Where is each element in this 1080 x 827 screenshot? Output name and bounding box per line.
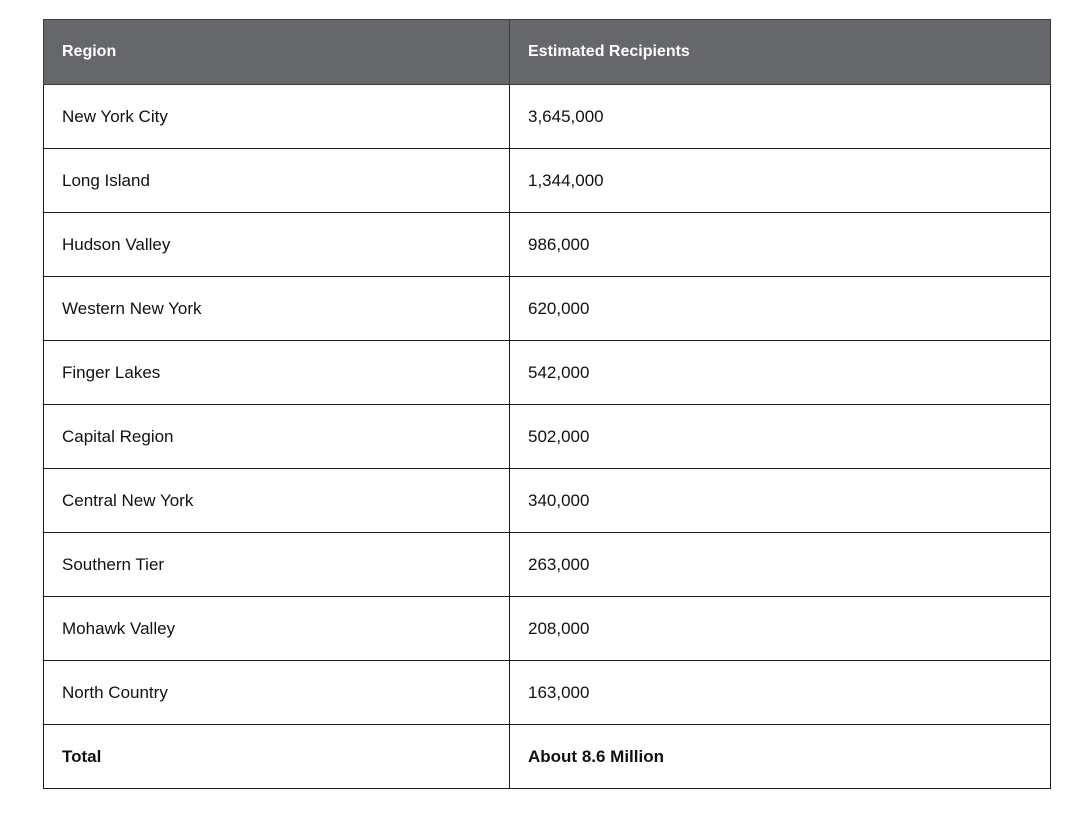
- table-header: [44, 20, 1051, 85]
- recipients-cell: 986,000: [510, 213, 1051, 277]
- header-row: [44, 20, 1051, 85]
- recipients-cell: 340,000: [510, 469, 1051, 533]
- total-label: Total: [44, 725, 510, 789]
- table-row: [44, 469, 1051, 533]
- table-row: [44, 149, 1051, 213]
- recipients-cell: 620,000: [510, 277, 1051, 341]
- table-row: [44, 597, 1051, 661]
- table-row: [44, 85, 1051, 149]
- table-row: [44, 277, 1051, 341]
- recipients-table: [43, 19, 1051, 789]
- region-cell: Southern Tier: [44, 533, 510, 597]
- recipients-cell: 208,000: [510, 597, 1051, 661]
- table-row: [44, 533, 1051, 597]
- region-cell: Western New York: [44, 277, 510, 341]
- recipients-cell: 163,000: [510, 661, 1051, 725]
- recipients-cell: 542,000: [510, 341, 1051, 405]
- total-row: [44, 725, 1051, 789]
- table-row: [44, 661, 1051, 725]
- region-cell: Central New York: [44, 469, 510, 533]
- table-body: [44, 85, 1051, 789]
- region-cell: Finger Lakes: [44, 341, 510, 405]
- recipients-cell: 502,000: [510, 405, 1051, 469]
- region-cell: Capital Region: [44, 405, 510, 469]
- region-cell: Mohawk Valley: [44, 597, 510, 661]
- region-cell: New York City: [44, 85, 510, 149]
- table-row: [44, 341, 1051, 405]
- header-region: Region: [44, 20, 510, 85]
- recipients-cell: 263,000: [510, 533, 1051, 597]
- recipients-cell: 1,344,000: [510, 149, 1051, 213]
- header-estimated-recipients: Estimated Recipients: [510, 20, 1051, 85]
- recipients-cell: 3,645,000: [510, 85, 1051, 149]
- recipients-table-container: [43, 19, 1050, 789]
- region-cell: Hudson Valley: [44, 213, 510, 277]
- region-cell: Long Island: [44, 149, 510, 213]
- total-value: About 8.6 Million: [510, 725, 1051, 789]
- region-cell: North Country: [44, 661, 510, 725]
- table-row: [44, 405, 1051, 469]
- table-row: [44, 213, 1051, 277]
